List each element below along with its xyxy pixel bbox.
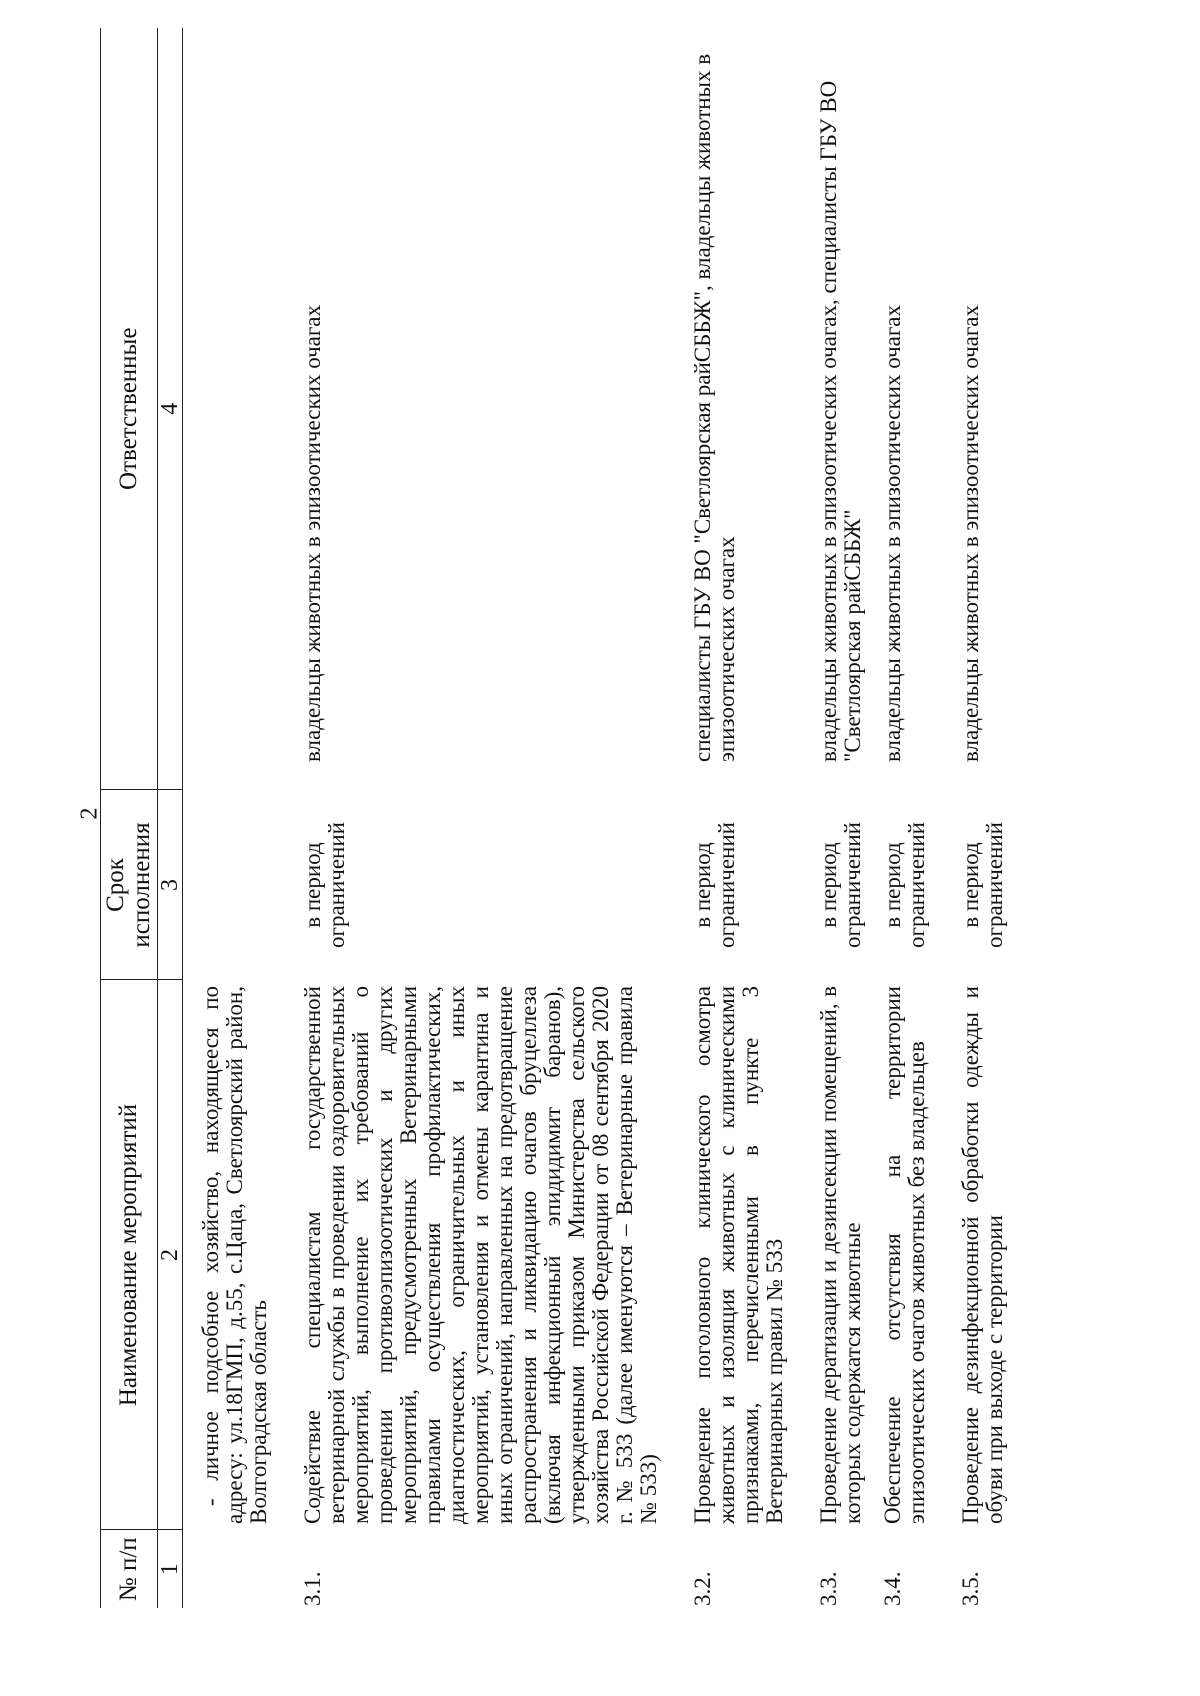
row-srok: в период ограничений xyxy=(958,822,1007,948)
table-header xyxy=(101,28,183,1608)
row-srok: в период ограничений xyxy=(816,822,865,948)
header-num: № п/п xyxy=(101,1530,158,1608)
row-num: 3.1. xyxy=(300,1571,325,1606)
column-number-4: 4 xyxy=(158,28,183,790)
table-row xyxy=(865,28,929,1608)
row-otv: владельцы животных в эпизоотических очагах, специалисты ГБУ ВО "Светлоярская райСББЖ" xyxy=(816,80,865,762)
table-row xyxy=(929,28,1007,1608)
header-otv: Ответственные xyxy=(101,28,158,790)
page-number: 2 xyxy=(76,807,103,820)
column-number-2: 2 xyxy=(158,980,183,1530)
column-number-1: 1 xyxy=(158,1530,183,1608)
row-name: Обеспечение отсутствия на территории эпизоотических очагов животных без владельцев xyxy=(880,986,929,1524)
row-num: 3.2. xyxy=(690,1571,715,1606)
table-row xyxy=(183,28,272,1608)
row-srok: в период ограничений xyxy=(880,822,929,948)
row-name: Проведение дератизации и дезинсекции помещений, в которых содержатся животные xyxy=(816,986,865,1524)
column-number-3: 3 xyxy=(158,790,183,980)
header-name: Наименование мероприятий xyxy=(101,980,158,1530)
row-otv: владельцы животных в эпизоотических очагах xyxy=(880,304,905,762)
row-num xyxy=(183,1530,272,1608)
row-name: Проведение поголовного клинического осмотра животных и изоляция животных с клиническими признаками, перечисленными в пункте 3 Ветеринарных правил № 533 xyxy=(690,986,787,1524)
row-num: 3.3. xyxy=(816,1571,841,1606)
table-row xyxy=(661,28,787,1608)
table-row xyxy=(787,28,865,1608)
row-srok: в период ограничений xyxy=(690,822,739,948)
table-row xyxy=(271,28,661,1608)
row-otv xyxy=(183,28,272,790)
row-otv: владельцы животных в эпизоотических очагах xyxy=(958,304,983,762)
row-num: 3.4. xyxy=(880,1571,905,1606)
table-body xyxy=(183,28,1008,1608)
row-name: Проведение дезинфекционной обработки одежды и обуви при выходе с территории xyxy=(958,986,1007,1524)
row-otv: специалисты ГБУ ВО "Светлоярская райСББЖ", владельцы животных в эпизоотических очагах xyxy=(690,53,739,762)
header-srok: Срок исполнения xyxy=(101,790,158,980)
measures-table-sheet xyxy=(100,28,1160,1608)
row-name: - личное подсобное хозяйство, находящееся по адресу: ул.18ГМП, д.55, с.Цаца, Светлоярский район, Волгоградская область xyxy=(198,986,271,1524)
row-num: 3.5. xyxy=(958,1571,983,1606)
measures-table xyxy=(100,28,1007,1608)
row-otv: владельцы животных в эпизоотических очагах xyxy=(300,304,325,762)
row-name: Содействие специалистам государственной ветеринарной службы в проведении оздоровительных мероприятий, выполнение их требований о проведении противоэпизоотических и других мероприятий, предусмотренных Ветеринарными правилами осуществления профилактических, диагностических, ограничительных и иных мероприятий, установления и отмены карантина и иных ограничений, направленных на предотвращение распространения и ликвидацию очагов бруцеллеза (включая инфекционный эпидидимит баранов), утвержденными приказом Министерства сельского хозяйства Российской Федерации от 08 сентября 2020 г. № 533 (далее именуются – Ветеринарные правила № 533) xyxy=(300,986,661,1524)
row-srok xyxy=(183,790,272,980)
row-srok: в период ограничений xyxy=(300,822,349,948)
